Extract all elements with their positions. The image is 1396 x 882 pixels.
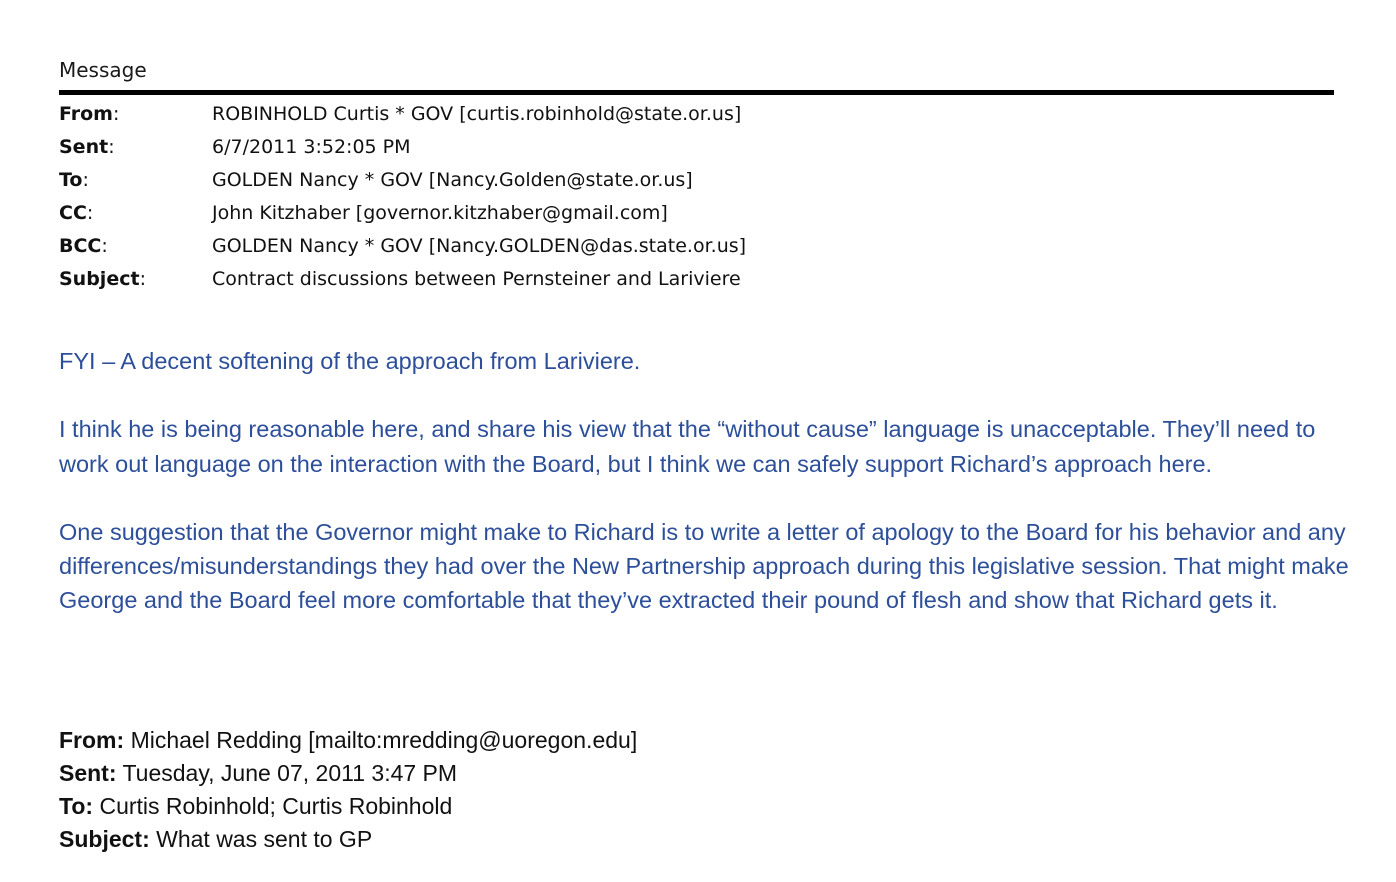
header-cc-value: John Kitzhaber [governor.kitzhaber@gmail.com] xyxy=(212,201,668,224)
body-paragraph: One suggestion that the Governor might make to Richard is to write a letter of apology to the Board for his behavior and any differences/misunderstandings they had over the New Partnership approach during this legislative session. That might make George and the Board feel more comfortable that they’ve extracted their pound of flesh and show that Richard gets it. xyxy=(59,518,1349,614)
email-body xyxy=(59,344,1349,652)
forwarded-sent-label: Sent: xyxy=(59,760,117,786)
header-bcc-label: BCC xyxy=(59,234,102,257)
header-cc-row: CC: John Kitzhaber [governor.kitzhaber@gmail.com] xyxy=(59,201,668,224)
body-paragraph: FYI – A decent softening of the approach from Lariviere. xyxy=(59,348,641,374)
forwarded-from-row xyxy=(59,724,1334,757)
header-from-row: From: ROBINHOLD Curtis * GOV [curtis.robinhold@state.or.us] xyxy=(59,102,742,125)
header-from-value: ROBINHOLD Curtis * GOV [curtis.robinhold@state.or.us] xyxy=(212,102,742,125)
forwarded-to-value: Curtis Robinhold; Curtis Robinhold xyxy=(99,793,453,819)
header-cc-label: CC xyxy=(59,201,87,224)
message-title: Message xyxy=(59,58,147,82)
forwarded-from-value: Michael Redding [mailto:mredding@uoregon.edu] xyxy=(130,727,638,753)
header-divider xyxy=(59,90,1334,95)
forwarded-sent-row xyxy=(59,757,1334,790)
header-bcc-value: GOLDEN Nancy * GOV [Nancy.GOLDEN@das.state.or.us] xyxy=(212,234,747,257)
forwarded-sent-value: Tuesday, June 07, 2011 3:47 PM xyxy=(122,760,458,786)
header-from-label: From xyxy=(59,102,113,125)
header-sent-value: 6/7/2011 3:52:05 PM xyxy=(212,135,411,158)
forwarded-to-row xyxy=(59,790,1334,823)
header-sent-label: Sent xyxy=(59,135,109,158)
forwarded-subject-row xyxy=(59,823,1334,856)
forwarded-from-label: From: xyxy=(59,727,125,753)
forwarded-to-label: To: xyxy=(59,793,94,819)
header-subject-row: Subject: Contract discussions between Pernsteiner and Lariviere xyxy=(59,267,741,290)
forwarded-subject-value: What was sent to GP xyxy=(156,826,373,852)
forwarded-header xyxy=(59,724,1334,856)
email-header xyxy=(59,97,1334,295)
header-subject-value: Contract discussions between Pernsteiner and Lariviere xyxy=(212,267,741,290)
header-sent-row: Sent: 6/7/2011 3:52:05 PM xyxy=(59,135,411,158)
body-paragraph: I think he is being reasonable here, and share his view that the “without cause” language is unacceptable. They’ll need to work out language on the interaction with the Board, but I think we can safely support Richard’s approach here. xyxy=(59,416,1316,477)
header-to-value: GOLDEN Nancy * GOV [Nancy.Golden@state.or.us] xyxy=(212,168,693,191)
header-to-row: To: GOLDEN Nancy * GOV [Nancy.Golden@state.or.us] xyxy=(59,168,693,191)
header-bcc-row: BCC: GOLDEN Nancy * GOV [Nancy.GOLDEN@das.state.or.us] xyxy=(59,234,747,257)
header-to-label: To xyxy=(59,168,83,191)
forwarded-subject-label: Subject: xyxy=(59,826,150,852)
header-subject-label: Subject xyxy=(59,267,140,290)
